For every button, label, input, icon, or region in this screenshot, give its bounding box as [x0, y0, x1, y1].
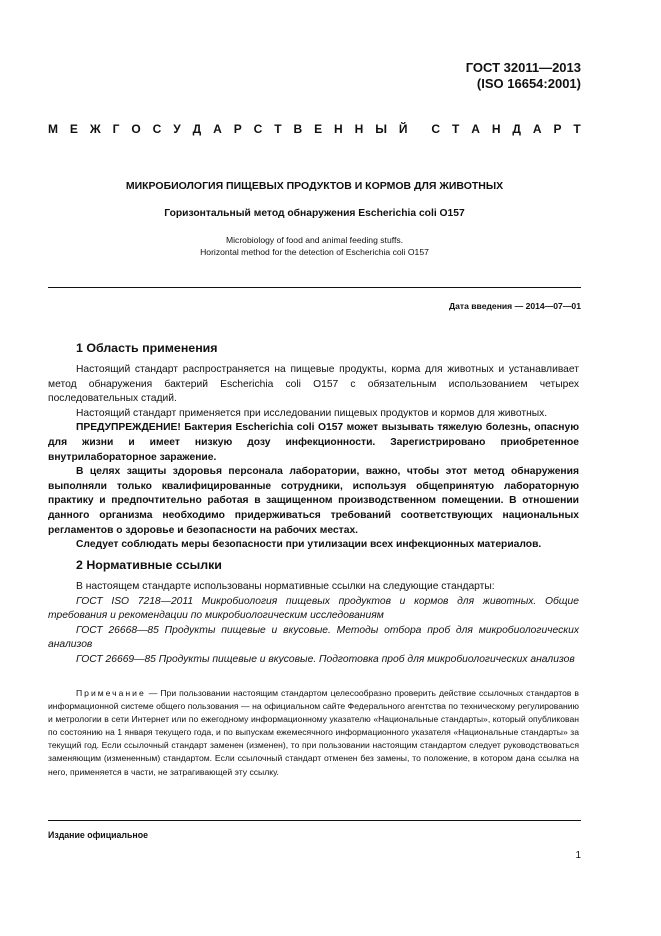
section-1-heading: 1 Область применения — [76, 341, 218, 355]
note-block — [48, 687, 579, 779]
heading-letter: Д — [512, 122, 521, 136]
edition-label: Издание официальное — [48, 830, 148, 840]
page-number: 1 — [575, 850, 581, 861]
heading-letter: Д — [192, 122, 202, 136]
english-title-line-2: Horizontal method for the detection of Escherichia coli O157 — [200, 247, 429, 257]
application-paragraph: Настоящий стандарт применяется при исследовании пищевых продуктов и кормов для животных. — [76, 407, 548, 419]
heading-letter: Г — [112, 122, 120, 136]
standard-designation — [466, 60, 581, 92]
heading-letter: А — [532, 122, 542, 136]
standard-type-heading — [48, 122, 581, 137]
warning-paragraph: ПРЕДУПРЕЖДЕНИЕ! Бактерия Escherichia coli O157 может вызывать тяжелую болезнь, опасную для жизни и имеет низкую дозу инфекционности. Зарегистрировано приобретенное внутрилабораторное заражение. — [48, 422, 579, 463]
heading-letter: У — [173, 122, 181, 136]
title-divider — [48, 287, 581, 288]
heading-letter: Й — [398, 122, 408, 136]
heading-letter: Ы — [375, 122, 387, 136]
heading-letter: О — [131, 122, 141, 136]
note-text: — При пользовании настоящим стандартом целесообразно проверить действие ссылочных стандартов в информационной системе общего пользования — на официальном сайте Федерального агентства по техническому регулированию и метрологии в сети Интернет или по ежегодному информационному указателю «Национальные стандарты», который опубликован по состоянию на 1 января текущего года, и по выпускам ежемесячного информационного указателя «Национальные стандарты» за текущий год. Если ссылочный стандарт заменен (изменен), то при пользовании настоящим стандартом следует руководствоваться заменяющим (измененным) стандартом. Если ссылочный стандарт отменен без замены, то положение, в котором дана ссылка на него, применяется в части, не затрагивающей эту ссылку. — [48, 688, 579, 777]
reference-item: ГОСТ 26668—85 Продукты пищевые и вкусовые. Методы отбора проб для микробиологических анализов — [48, 624, 579, 651]
section-1-body — [48, 363, 579, 553]
section-2-body — [48, 580, 579, 668]
heading-letter: Т — [451, 122, 460, 136]
references-intro: В настоящем стандарте использованы нормативные ссылки на следующие стандарты: — [76, 581, 495, 592]
note-label: Примечание — [76, 688, 146, 698]
heading-letter: Т — [274, 122, 282, 136]
heading-letter: Н — [491, 122, 501, 136]
disposal-paragraph: Следует соблюдать меры безопасности при утилизации всех инфекционных материалов. — [76, 539, 542, 551]
reference-item: ГОСТ ISO 7218—2011 Микробиология пищевых продуктов и кормов для животных. Общие требования и рекомендации по микробиологическим исследованиям — [48, 595, 579, 622]
heading-letter: С — [253, 122, 263, 136]
gost-number: ГОСТ 32011—2013 — [465, 60, 581, 75]
heading-letter: Ж — [89, 122, 101, 136]
heading-letter: Т — [573, 122, 581, 136]
heading-letter: Е — [69, 122, 78, 136]
heading-letter: С — [431, 122, 441, 136]
heading-letter: Р — [233, 122, 242, 136]
english-title-line-1: Microbiology of food and animal feeding stuffs. — [225, 235, 404, 245]
reference-item: ГОСТ 26669—85 Продукты пищевые и вкусовые. Подготовка проб для микробиологических анализов — [76, 653, 575, 665]
iso-number: (ISO 16654:2001) — [476, 76, 581, 91]
heading-letter: В — [293, 122, 303, 136]
document-subtitle: Горизонтальный метод обнаружения Escherichia coli O157 — [164, 208, 465, 219]
heading-letter: С — [152, 122, 162, 136]
section-2-heading: 2 Нормативные ссылки — [76, 558, 222, 572]
heading-letter: М — [48, 122, 58, 136]
note-paragraph — [48, 687, 579, 779]
scope-paragraph: Настоящий стандарт распространяется на пищевые продукты, корма для животных и устанавливает метод обнаружения бактерий Escherichia coli O157 с обязательным использованием четырех последовательных стадий. — [48, 364, 579, 405]
heading-letter: А — [471, 122, 480, 136]
heading-letter: Р — [553, 122, 562, 136]
safety-paragraph: В целях защиты здоровья персонала лаборатории, важно, чтобы этот метод обнаружения выполняли только квалифицированные сотрудники, используя общепринятую лабораторную практику и предпочтительно работая в защищенном производственном помещении. В отношении данного организма необходимо придерживаться требований соответствующих национальных регламентов о здоровье и безопасности на рабочих местах. — [48, 466, 579, 536]
document-title: МИКРОБИОЛОГИЯ ПИЩЕВЫХ ПРОДУКТОВ И КОРМОВ ДЛЯ ЖИВОТНЫХ — [125, 180, 504, 192]
english-title — [48, 234, 581, 258]
heading-letter: А — [213, 122, 222, 136]
heading-letter: Н — [354, 122, 364, 136]
footer-divider — [48, 820, 581, 821]
introduction-date: Дата введения — 2014—07—01 — [448, 301, 581, 311]
heading-letter: Е — [314, 122, 323, 136]
heading-letter: Н — [334, 122, 343, 136]
